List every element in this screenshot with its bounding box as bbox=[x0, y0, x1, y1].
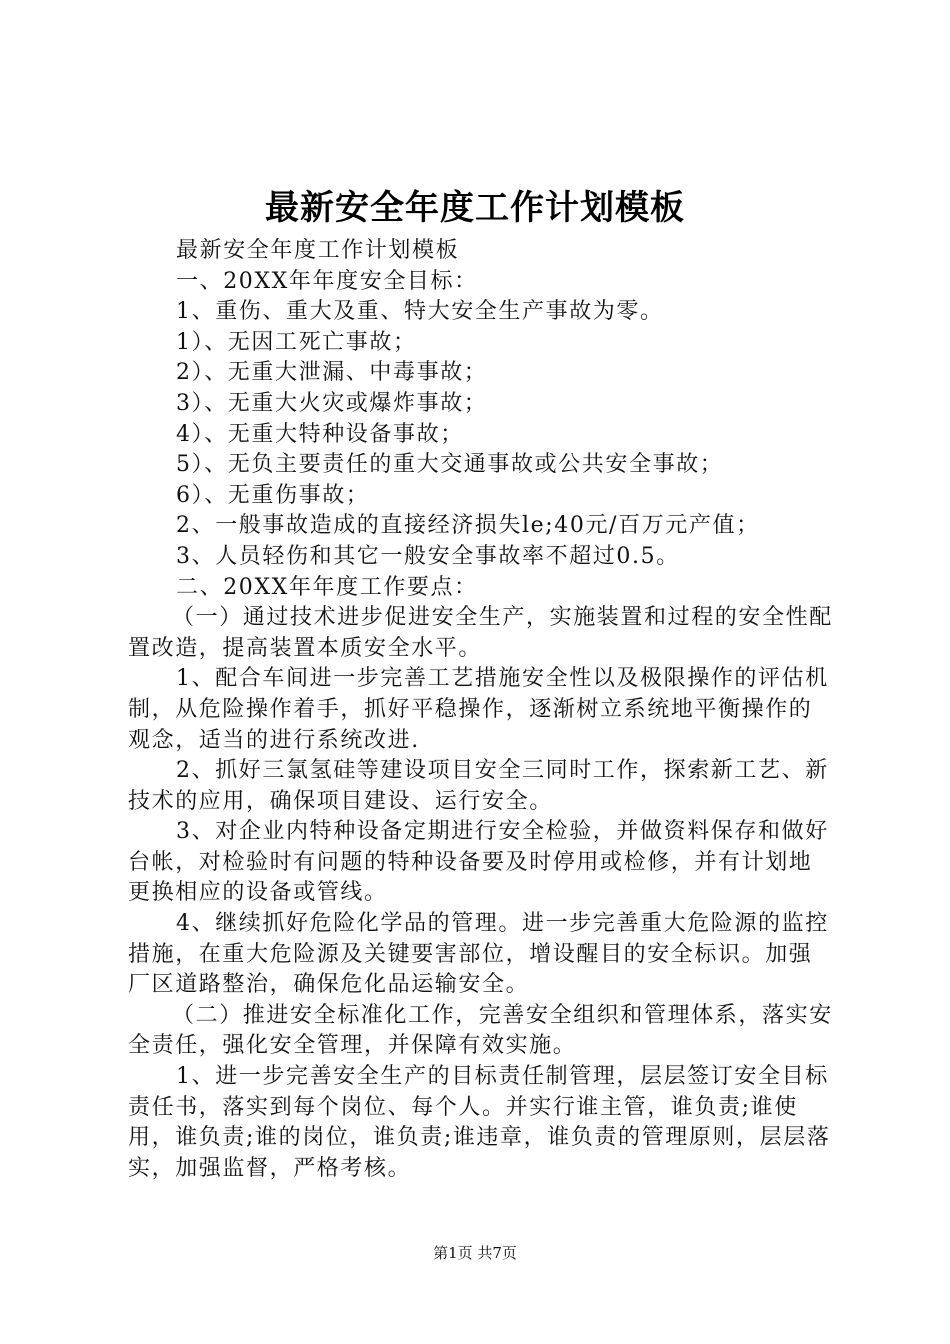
paragraph-goal-1-4: 4）、无重大特种设备事故； bbox=[176, 421, 464, 447]
paragraph-goal-1-6: 6）、无重伤事故； bbox=[176, 482, 370, 508]
paragraph-goal-1: 1、重伤、重大及重、特大安全生产事故为零。 bbox=[176, 299, 664, 325]
paragraph-item-1: 1、配合车间进一步完善工艺措施安全性以及极限操作的评估机制，从危险操作着手，抓好平稳操作，逐渐树立系统地平衡操作的观念，适当的进行系统改进. bbox=[128, 666, 829, 753]
document-title: 最新安全年度工作计划模板 bbox=[265, 188, 685, 228]
paragraph-item-5: 1、进一步完善安全生产的目标责任制管理，层层签订安全目标责任书，落实到每个岗位、每个人。并实行谁主管，谁负责;谁使用，谁负责;谁的岗位，谁负责;谁违章，谁负责的管理原则，层层落实，加强监督，严格考核。 bbox=[128, 1064, 831, 1181]
paragraph-goal-1-5: 5）、无负主要责任的重大交通事故或公共安全事故； bbox=[176, 452, 724, 478]
paragraph-goal-1-3: 3）、无重大火灾或爆炸事故； bbox=[176, 390, 488, 416]
paragraph-item-3: 3、对企业内特种设备定期进行安全检验，并做资料保存和做好台帐，对检验时有问题的特种设备要及时停用或检修，并有计划地更换相应的设备或管线。 bbox=[128, 819, 829, 906]
paragraph-goal-1-2: 2）、无重大泄漏、中毒事故； bbox=[176, 360, 488, 386]
document-body bbox=[128, 236, 833, 1184]
paragraph-goal-3: 3、人员轻伤和其它一般安全事故率不超过0.5。 bbox=[176, 543, 680, 569]
paragraph-goal-2: 2、一般事故造成的直接经济损失le;40元/百万元产值； bbox=[176, 513, 760, 539]
paragraph-section-1: 一、20XX年年度安全目标： bbox=[176, 268, 478, 294]
paragraph-section-2: 二、20XX年年度工作要点： bbox=[176, 574, 478, 600]
page-footer: 第1页 共7页 bbox=[433, 1244, 517, 1262]
paragraph-goal-1-1: 1）、无因工死亡事故； bbox=[176, 329, 417, 355]
paragraph-subsection-1: （一）通过技术进步促进安全生产，实施装置和过程的安全性配置改造，提高装置本质安全水平。 bbox=[128, 605, 833, 661]
paragraph-heading: 最新安全年度工作计划模板 bbox=[176, 238, 460, 263]
paragraph-item-2: 2、抓好三氯氢硅等建设项目安全三同时工作，探索新工艺、新技术的应用，确保项目建设、运行安全。 bbox=[128, 758, 829, 814]
paragraph-item-4: 4、继续抓好危险化学品的管理。进一步完善重大危险源的监控措施，在重大危险源及关键要害部位，增设醒目的安全标识。加强厂区道路整治，确保危化品运输安全。 bbox=[128, 911, 829, 998]
paragraph-subsection-2: （二）推进安全标准化工作，完善安全组织和管理体系，落实安全责任，强化安全管理，并保障有效实施。 bbox=[128, 1002, 833, 1059]
